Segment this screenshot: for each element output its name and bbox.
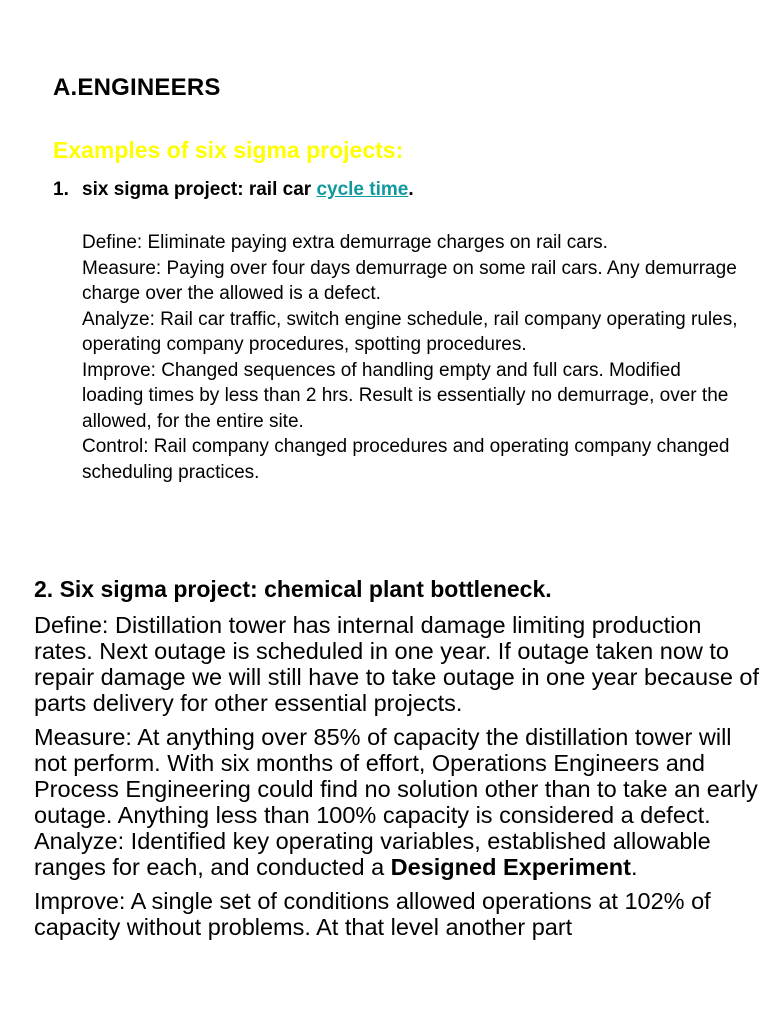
project2-analyze-text: Analyze: Identified key operating variables, established allowable ranges for each, and conducted a xyxy=(34,828,711,880)
cycle-time-link[interactable]: cycle time xyxy=(316,179,409,200)
project2-analyze xyxy=(34,828,759,880)
project2-analyze-end: . xyxy=(630,854,638,880)
project1-control: Control: Rail company changed procedures and operating company changed scheduling practices. xyxy=(82,436,730,483)
project2-body xyxy=(34,612,759,940)
designed-experiment-term: Designed Experiment xyxy=(390,854,631,880)
project2-title: 2. Six sigma project: chemical plant bottleneck. xyxy=(34,576,552,602)
project1-title-suffix: . xyxy=(408,179,414,200)
examples-heading: Examples of six sigma projects: xyxy=(53,137,404,163)
project2-define: Define: Distillation tower has internal damage limiting production rates. Next outage is scheduled in one year. If outage taken now to repair damage we will still have to take outage in one year because of parts delivery for other essential projects. xyxy=(34,612,760,716)
project2-improve: Improve: A single set of conditions allowed operations at 102% of capacity without problems. At that level another part xyxy=(34,888,711,940)
project1-number: 1. xyxy=(53,179,69,200)
project1-analyze: Analyze: Rail car traffic, switch engine schedule, rail company operating rules, operating company procedures, spotting procedures. xyxy=(82,308,738,355)
project1-body xyxy=(82,230,742,485)
project2-measure: Measure: At anything over 85% of capacity the distillation tower will not perform. With six months of effort, Operations Engineers and Process Engineering could find no solution other than to take an early outage. Anything less than 100% capacity is considered a defect. xyxy=(34,724,758,828)
section-heading: A.ENGINEERS xyxy=(53,74,221,101)
project1-improve: Improve: Changed sequences of handling empty and full cars. Modified loading times by less than 2 hrs. Result is essentially no demurrage, over the allowed, for the entire site. xyxy=(82,359,729,432)
project1-title xyxy=(53,179,414,201)
project1-measure: Measure: Paying over four days demurrage on some rail cars. Any demurrage charge over the allowed is a defect. xyxy=(82,257,737,304)
project1-define: Define: Eliminate paying extra demurrage charges on rail cars. xyxy=(82,232,608,253)
project1-title-prefix: six sigma project: rail car xyxy=(82,179,317,200)
